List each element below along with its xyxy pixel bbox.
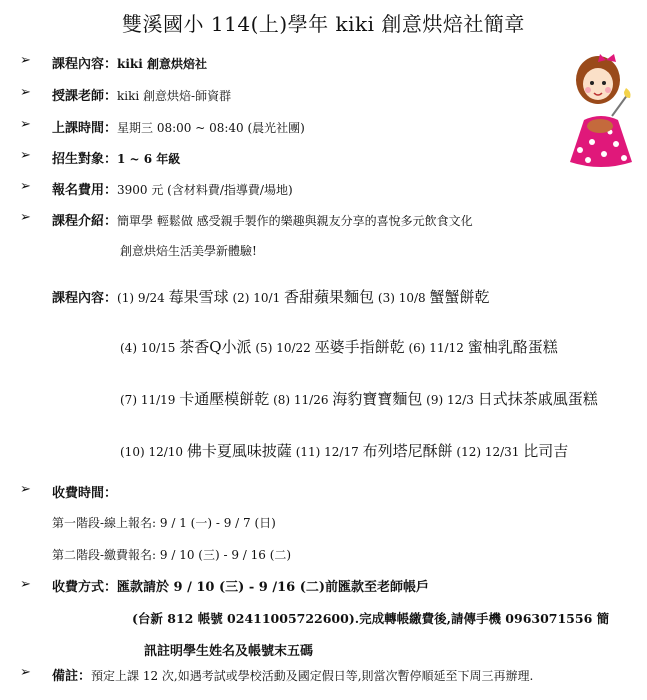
bullet-icon: ➢: [20, 577, 31, 592]
teacher-value: kiki 創意烘焙-師資群: [117, 89, 232, 103]
bullet-icon: ➢: [20, 665, 31, 680]
course-list-line-3: [120, 388, 598, 409]
course-name: 比司吉: [523, 442, 569, 460]
course-name: 卡通壓模餅乾: [179, 390, 270, 408]
bullet-icon: ➢: [20, 179, 31, 194]
bullet-icon: ➢: [20, 482, 31, 497]
teacher-label: 授課老師：: [52, 89, 118, 104]
bullet-icon: ➢: [20, 117, 31, 132]
fee-stage-1: 第一階段-線上報名: 9 / 1 (一) - 9 / 7 (日): [52, 516, 276, 530]
payment-line-3: 訊註明學生姓名及帳號末五碼: [144, 644, 314, 659]
payment-line-2: (台新 812 帳號 02411005722600).完成轉帳繳費後,請傳手機 0963071556 簡: [132, 611, 610, 626]
content-label: 課程內容：: [52, 57, 118, 72]
course-date: (1) 9/24: [117, 291, 165, 305]
notes-text: 預定上課 12 次,如遇考試或學校活動及國定假日等,則當次暫停順延至下周三再辦理.: [91, 669, 534, 683]
course-list-line-1: [52, 286, 490, 307]
payment-label: 收費方式：: [52, 580, 118, 595]
bullet-icon: ➢: [20, 85, 31, 100]
intro-label: 課程介紹：: [52, 214, 118, 229]
course-name: 日式抹茶戚風蛋糕: [477, 390, 598, 408]
time-label: 上課時間：: [52, 121, 118, 136]
course-list-line-4: [120, 440, 568, 461]
course-name: 香甜蘋果麵包: [284, 288, 375, 306]
fee-label: 報名費用：: [52, 183, 118, 198]
fee-value: 3900 元 (含材料費/指導費/場地): [117, 183, 293, 197]
course-date: (9) 12/3: [426, 393, 474, 407]
intro-line-1: 簡單學 輕鬆做 感受親手製作的樂趣與親友分享的喜悅多元飲食文化: [117, 214, 473, 228]
course-date: (6) 11/12: [408, 341, 464, 355]
notes-label: 備註：: [52, 669, 92, 684]
course-item: [117, 288, 490, 306]
course-list-line-2: [120, 336, 558, 357]
course-date: (12) 12/31: [456, 445, 520, 459]
course-date: (8) 11/26: [273, 393, 329, 407]
course-date: (7) 11/19: [120, 393, 176, 407]
course-date: (5) 10/22: [255, 341, 311, 355]
course-date: (10) 12/10: [120, 445, 184, 459]
course-name: 蜜柚乳酪蛋糕: [467, 338, 558, 356]
target-value: 1 ~ 6 年級: [117, 152, 181, 166]
course-name: 巫婆手指餅乾: [314, 338, 405, 356]
course-name: 佛卡夏風味披薩: [186, 442, 292, 460]
fee-time-label: 收費時間：: [52, 486, 118, 501]
bullet-icon: ➢: [20, 210, 31, 225]
payment-line-1: 匯款請於 9 / 10 (三) - 9 /16 (二)前匯款至老師帳戶: [117, 580, 429, 595]
page-title: 雙溪國小 114(上)學年 kiki 創意烘焙社簡章: [122, 12, 525, 36]
course-date: (2) 10/1: [232, 291, 281, 305]
course-date: (11) 12/17: [295, 445, 359, 459]
course-list-label: 課程內容：: [52, 291, 118, 306]
time-value: 星期三 08:00 ~ 08:40 (晨光社團): [117, 121, 305, 135]
course-name: 蟹蟹餅乾: [429, 288, 490, 306]
course-name: 布列塔尼酥餅: [362, 442, 453, 460]
content-value: kiki 創意烘焙社: [117, 57, 207, 71]
bullet-icon: ➢: [20, 53, 31, 68]
bullet-icon: ➢: [20, 148, 31, 163]
target-label: 招生對象：: [52, 152, 118, 167]
course-name: 茶香Q小派: [179, 338, 252, 356]
baker-girl-mascot-icon: [566, 50, 636, 170]
course-date: (4) 10/15: [120, 341, 176, 355]
intro-line-2: 創意烘焙生活美學新體驗!: [120, 244, 257, 258]
course-name: 莓果雪球: [168, 288, 229, 306]
course-name: 海豹寶寶麵包: [332, 390, 423, 408]
course-date: (3) 10/8: [377, 291, 426, 305]
fee-stage-2: 第二階段-繳費報名: 9 / 10 (三) - 9 / 16 (二): [52, 548, 292, 562]
